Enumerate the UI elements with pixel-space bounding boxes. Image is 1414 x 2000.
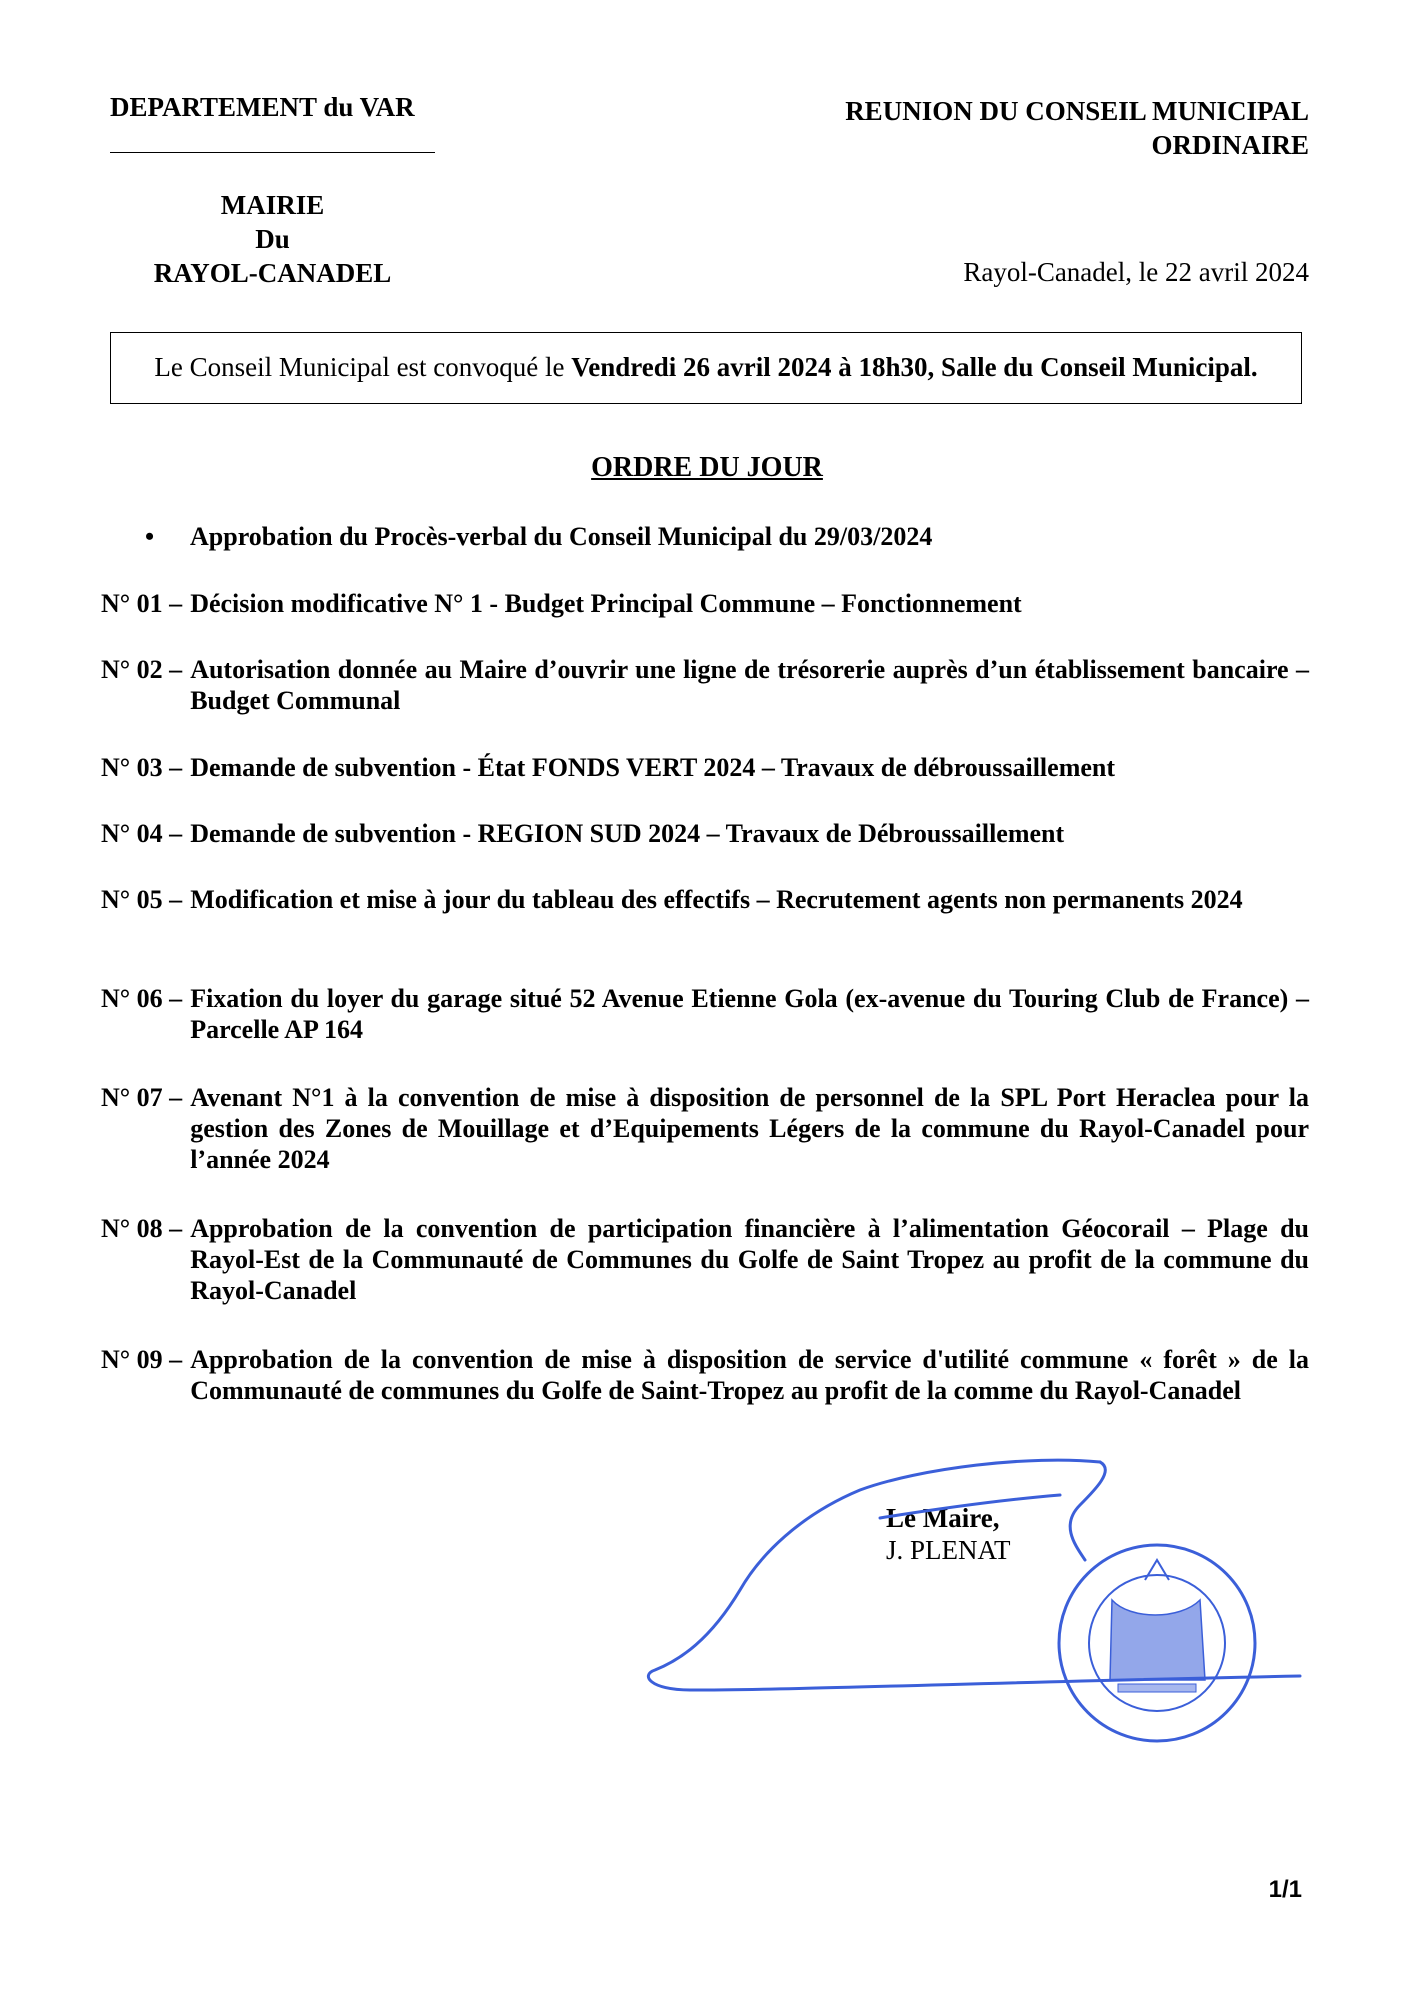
agenda-item-number: N° 01 – — [101, 589, 183, 618]
agenda-approval-text: Approbation du Procès-verbal du Conseil Municipal du 29/03/2024 — [190, 522, 933, 551]
agenda-item-number: N° 04 – — [101, 819, 183, 848]
meeting-title-line: ORDINAIRE — [1151, 130, 1309, 160]
signatory-name: J. PLENAT — [886, 1535, 1011, 1565]
convocation-text: Le Conseil Municipal est convoqué le — [154, 352, 572, 382]
agenda-item-text: Avenant N°1 à la convention de mise à disposition de personnel de la SPL Port Heraclea pour la gestion des Zones de Mouillage et d’Equipements Légers de la commune du Rayol-Canadel pour l’année 2024 — [190, 1083, 1309, 1174]
agenda-item-number: N° 08 – — [101, 1214, 183, 1243]
agenda-title: ORDRE DU JOUR — [591, 452, 823, 483]
agenda-item-number: N° 06 – — [101, 984, 183, 1013]
agenda-item-text: Demande de subvention - REGION SUD 2024 – Travaux de Débroussaillement — [190, 819, 1065, 848]
signatory-title: Le Maire, — [886, 1503, 1000, 1533]
agenda-item-text: Fixation du loyer du garage situé 52 Avenue Etienne Gola (ex-avenue du Touring Club de France) – Parcelle AP 164 — [190, 984, 1309, 1044]
mairie-line: Du — [255, 224, 290, 254]
place-date: Rayol-Canadel, le 22 avril 2024 — [963, 257, 1309, 287]
agenda-item-number: N° 02 – — [101, 655, 183, 684]
mairie-line: MAIRIE — [220, 190, 325, 220]
bullet-icon: • — [145, 522, 155, 551]
department-label: DEPARTEMENT du VAR — [110, 92, 415, 122]
agenda-item-number: N° 03 – — [101, 753, 183, 782]
agenda-item-text: Modification et mise à jour du tableau des effectifs – Recrutement agents non permanents 2024 — [190, 885, 1243, 914]
agenda-item-text: Approbation de la convention de participation financière à l’alimentation Géocorail – Plage du Rayol-Est de la Communauté de Communes du Golfe de Saint Tropez au profit de la commune du Rayol-Canadel — [190, 1214, 1309, 1305]
convocation-emphasis: Vendredi 26 avril 2024 à 18h30, Salle du Conseil Municipal. — [571, 352, 1258, 382]
agenda-item-text: Approbation de la convention de mise à disposition de service d'utilité commune « forêt » de la Communauté de communes du Golfe de Saint-Tropez au profit de la comme du Rayol-Canadel — [190, 1345, 1309, 1405]
official-stamp — [1059, 1545, 1255, 1741]
agenda-item-text: Décision modificative N° 1 - Budget Principal Commune – Fonctionnement — [190, 589, 1022, 618]
page-number: 1/1 — [1268, 1876, 1302, 1903]
meeting-title-line: REUNION DU CONSEIL MUNICIPAL — [845, 96, 1309, 126]
agenda-item-text: Autorisation donnée au Maire d’ouvrir une ligne de trésorerie auprès d’un établissement bancaire – Budget Communal — [190, 655, 1309, 715]
agenda-item-number: N° 07 – — [101, 1083, 183, 1112]
agenda-item-number: N° 09 – — [101, 1345, 183, 1374]
agenda-item-text: Demande de subvention - État FONDS VERT 2024 – Travaux de débroussaillement — [190, 753, 1116, 782]
agenda-item-number: N° 05 – — [101, 885, 183, 914]
mairie-line: RAYOL-CANADEL — [153, 258, 392, 288]
